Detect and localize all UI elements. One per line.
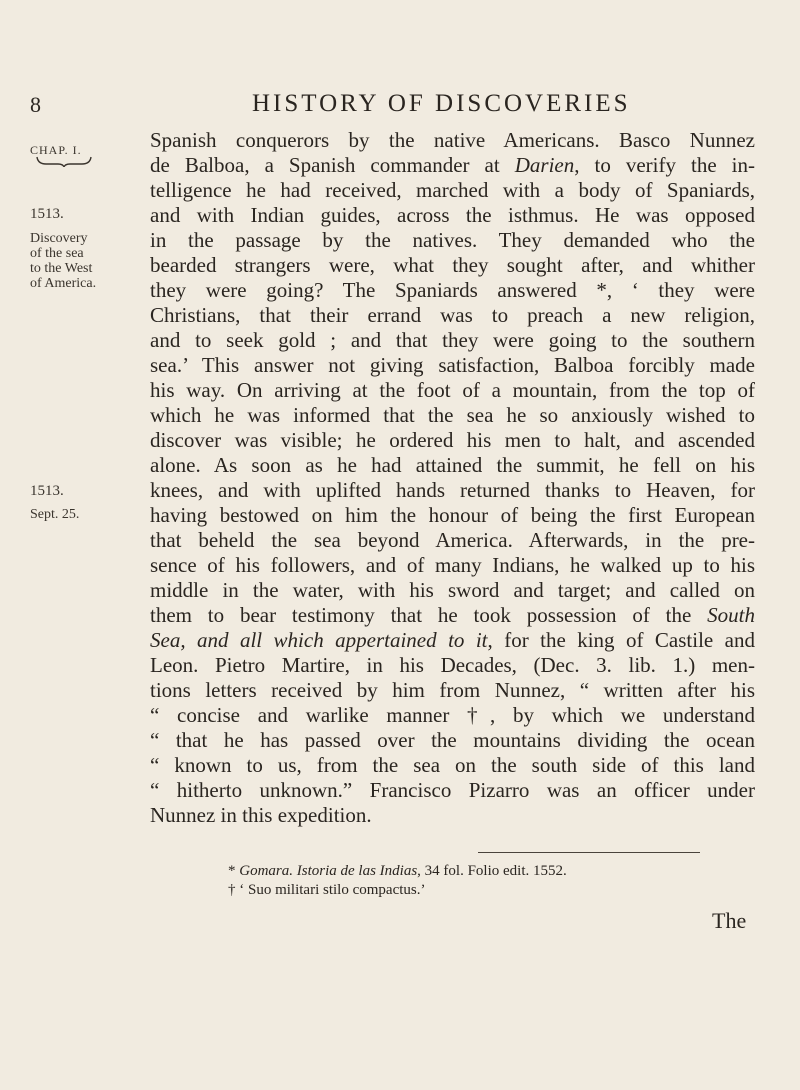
body-line: de Balboa, a Spanish commander at Darien, to verify the in- (150, 153, 755, 177)
body-text (150, 128, 755, 828)
body-line: and with Indian guides, across the isthmus. He was opposed (150, 203, 755, 227)
footnote: † ‘ Suo militari stilo compactus.’ (228, 882, 426, 898)
body-line: knees, and with uplifted hands returned thanks to Heaven, for (150, 478, 755, 502)
margin-year: 1513. (30, 206, 64, 222)
body-line: tions letters received by him from Nunnez, “ written after his (150, 678, 755, 702)
body-line: which he was informed that the sea he so anxiously wished to (150, 403, 755, 427)
body-line: alone. As soon as he had attained the summit, he fell on his (150, 453, 755, 477)
body-line: having bestowed on him the honour of being the first European (150, 503, 755, 527)
body-line: sence of his followers, and of many Indians, he walked up to his (150, 553, 755, 577)
sidenote-line: of America. (30, 276, 97, 291)
body-line: middle in the water, with his sword and target; and called on (150, 578, 755, 602)
margin-date: Sept. 25. (30, 507, 80, 522)
body-line: that beheld the sea beyond America. Afterwards, in the pre- (150, 528, 755, 552)
running-head (30, 92, 750, 122)
footnote: * Gomara. Istoria de las Indias, 34 fol. Folio edit. 1552. (228, 863, 567, 879)
sidenote-line: Discovery (30, 231, 88, 246)
body-line: they were going? The Spaniards answered *, ‘ they were (150, 278, 755, 302)
running-title: HISTORY OF DISCOVERIES (252, 90, 631, 117)
body-line: and to seek gold ; and that they were going to the southern (150, 328, 755, 352)
chapter-label: CHAP. I. (30, 143, 82, 157)
body-line: his way. On arriving at the foot of a mountain, from the top of (150, 378, 755, 402)
footnotes (228, 862, 567, 900)
body-line: “ that he has passed over the mountains dividing the ocean (150, 728, 755, 752)
sidenote-line: to the West (30, 261, 93, 276)
body-line: Nunnez in this expedition. (150, 803, 372, 827)
body-line: Sea, and all which appertained to it, for the king of Castile and (150, 628, 755, 652)
body-line: “ known to us, from the sea on the south side of this land (150, 753, 755, 777)
footnote-rule (478, 852, 700, 853)
body-line: Spanish conquerors by the native Americans. Basco Nunnez (150, 128, 755, 152)
chapter-brace-ornament (36, 155, 92, 167)
body-line: “ concise and warlike manner †, by which we understand (150, 703, 755, 727)
sidenote-line: of the sea (30, 246, 84, 261)
catchword: The (712, 908, 747, 933)
margin-sidenote (30, 231, 96, 291)
margin-year: 1513. (30, 483, 64, 499)
body-line: Christians, that their errand was to preach a new religion, (150, 303, 755, 327)
body-line: Leon. Pietro Martire, in his Decades, (Dec. 3. lib. 1.) men- (150, 653, 755, 677)
body-line: “ hitherto unknown.” Francisco Pizarro was an officer under (150, 778, 755, 802)
body-line: bearded strangers were, what they sought after, and whither (150, 253, 755, 277)
page-number: 8 (30, 92, 41, 117)
body-line: telligence he had received, marched with a body of Spaniards, (150, 178, 755, 202)
body-line: sea.’ This answer not giving satisfaction, Balboa forcibly made (150, 353, 755, 377)
body-line: them to bear testimony that he took possession of the South (150, 603, 755, 627)
body-line: discover was visible; he ordered his men to halt, and ascended (150, 428, 755, 452)
body-line: in the passage by the natives. They demanded who the (150, 228, 755, 252)
